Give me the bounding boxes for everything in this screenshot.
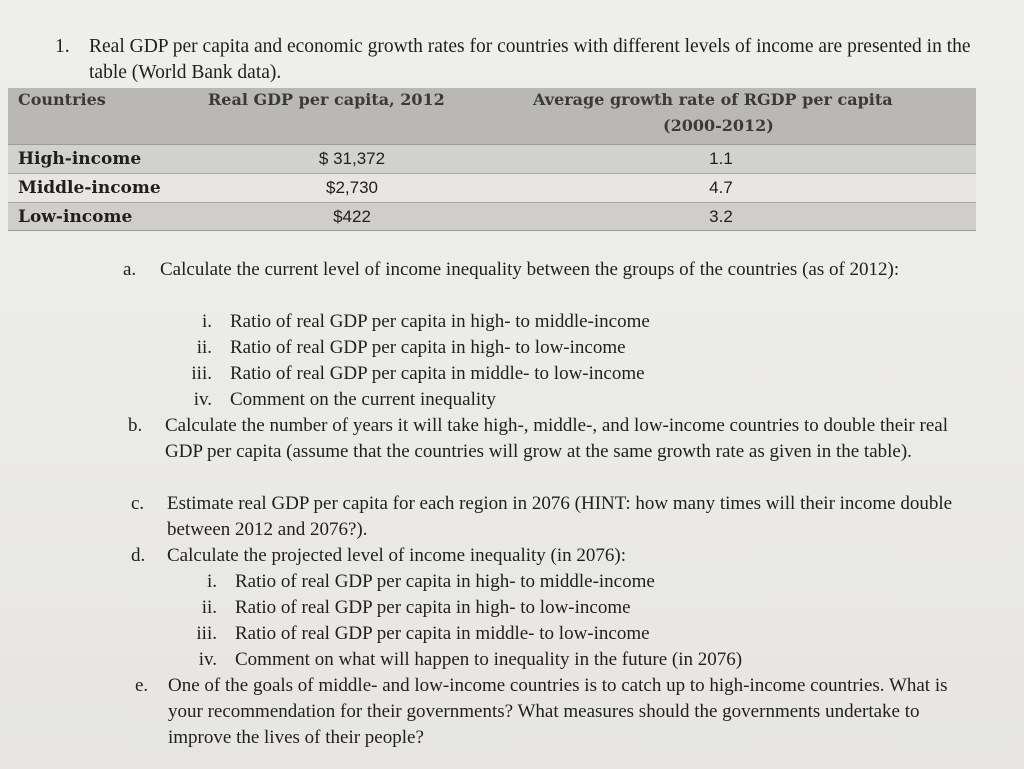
question-e-marker: e. [135,675,149,696]
table-row [8,174,976,203]
header-growth: Average growth rate of RGDP per capita [533,90,893,109]
question-e-text: One of the goals of middle- and low-income countries is to catch up to high-income countries. What is your recommendation for their governments? What measures should the governments undertake to improve the lives of their people? [168,675,948,748]
question-b-text: Calculate the number of years it will take high-, middle-, and low-income countries to double their real GDP per capita (assume that the countries will grow at the same growth rate as given in the table). [165,415,948,462]
question-a-marker: a. [123,259,137,280]
question-c-marker: c. [131,493,145,514]
country-group: Low-income [18,207,133,227]
gdp-table [8,88,976,230]
gdp-value: $2,730 [326,178,378,197]
growth-value: 1.1 [709,149,733,168]
header-gdp: Real GDP per capita, 2012 [208,90,445,109]
header-growth-period: (2000-2012) [663,116,774,135]
gdp-value: $422 [333,207,371,226]
table-row [8,145,976,174]
country-group: High-income [18,149,142,169]
gdp-value: $ 31,372 [318,149,386,168]
header-countries: Countries [18,90,106,109]
table-header-row [8,88,976,145]
question-a-text: Calculate the current level of income inequality between the groups of the countries (as of 2012): [160,259,900,280]
intro-text: Real GDP per capita and economic growth rates for countries with different levels of income are presented in the table (World Bank data). [89,36,971,83]
question-d-text: Calculate the projected level of income inequality (in 2076): [167,545,627,566]
question-number: 1. [55,36,70,57]
question-d-marker: d. [131,545,146,566]
table-row [8,203,976,231]
growth-value: 4.7 [709,178,733,197]
growth-value: 3.2 [709,207,733,226]
question-b-marker: b. [128,415,143,436]
country-group: Middle-income [18,178,161,198]
question-c-text: Estimate real GDP per capita for each region in 2076 (HINT: how many times will their income double between 2012 and 2076?). [167,493,953,540]
